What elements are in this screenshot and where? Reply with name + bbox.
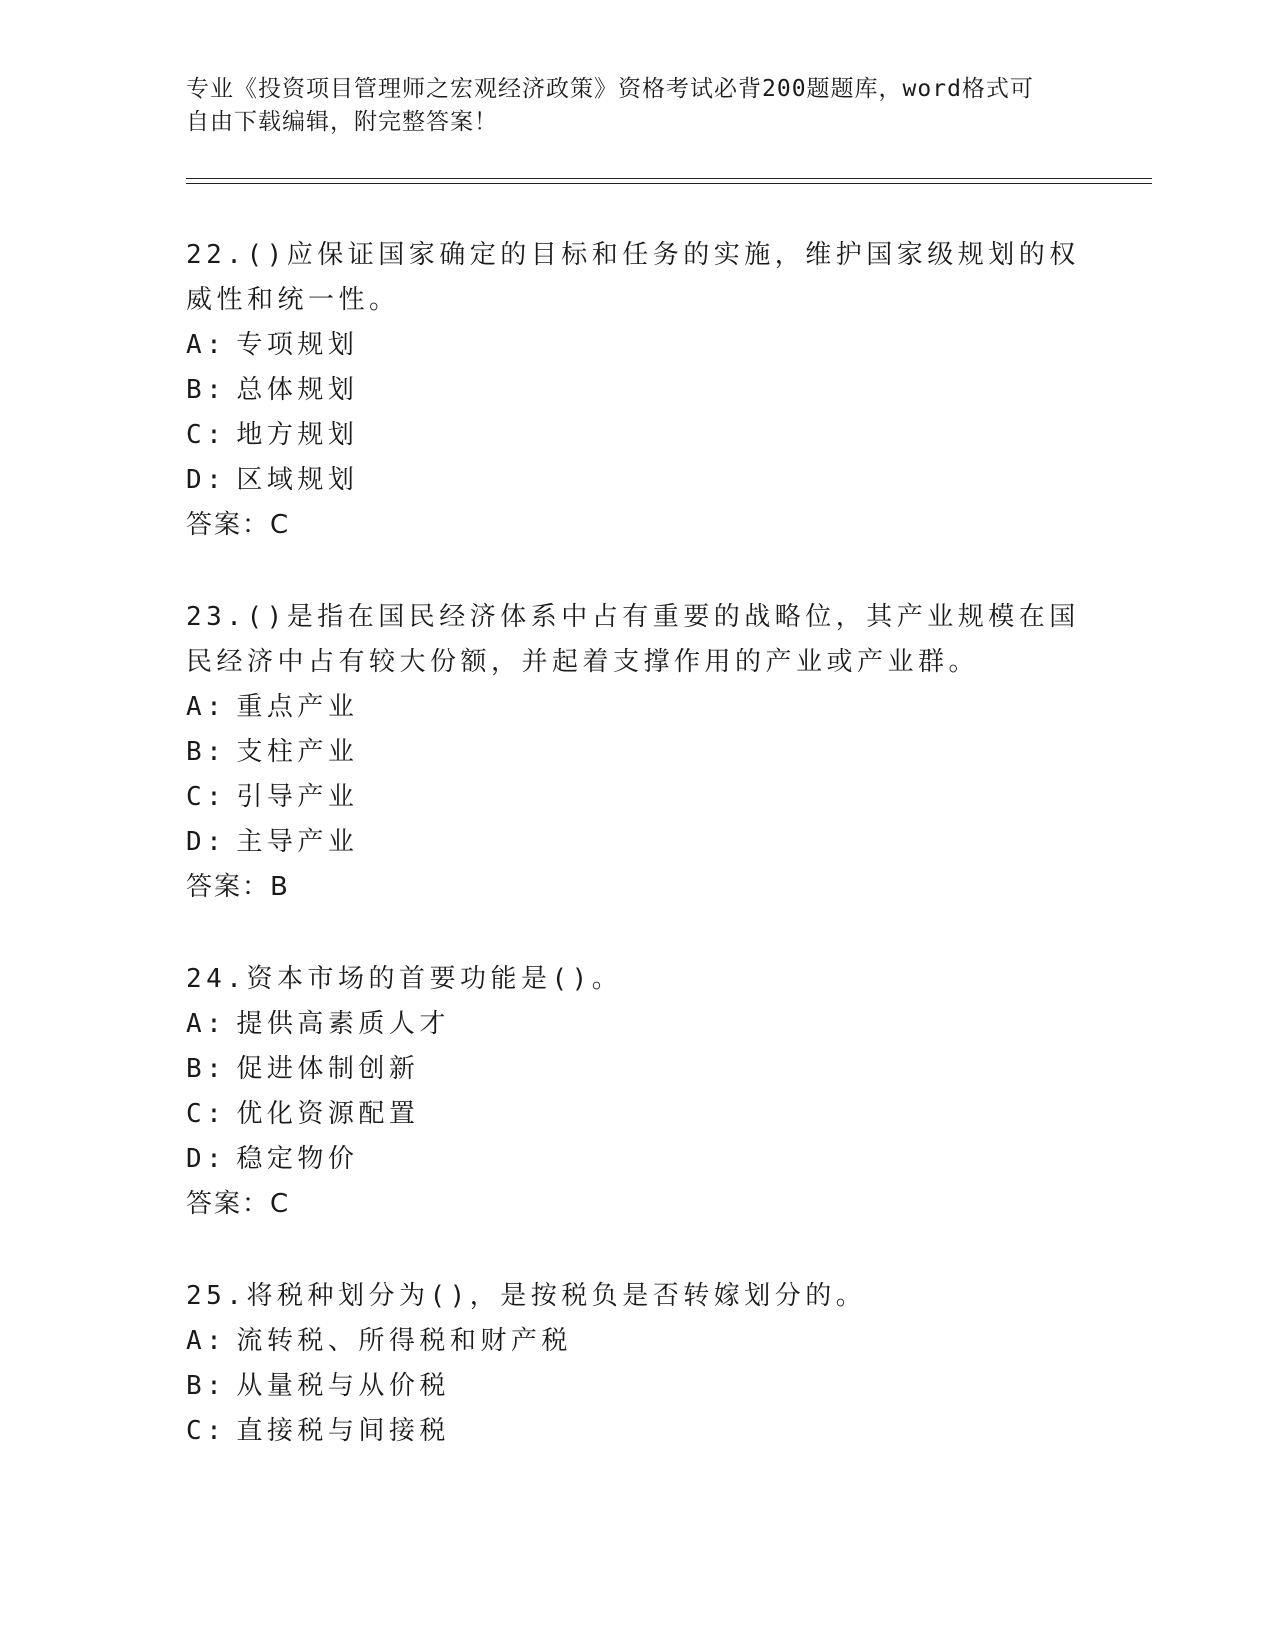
question-25 (186, 1274, 1086, 1454)
option-key: C: (186, 1099, 227, 1129)
header-line-2: 自由下载编辑，附完整答案！ (186, 109, 498, 135)
option-key: D: (186, 827, 227, 857)
question-22 (186, 233, 1086, 548)
option-b (186, 1364, 1086, 1409)
question-stem: 22.()应保证国家确定的目标和任务的实施，维护国家级规划的权威性和统一性。 (186, 240, 1080, 315)
option-a (186, 323, 1086, 368)
option-key: C: (186, 420, 227, 450)
question-stem: 24.资本市场的首要功能是()。 (186, 964, 623, 994)
option-text: 支柱产业 (236, 737, 359, 767)
option-d (186, 820, 1086, 865)
answer-line: 答案：B (186, 872, 290, 902)
option-text: 专项规划 (236, 330, 359, 360)
option-c (186, 775, 1086, 820)
question-stem: 23.()是指在国民经济体系中占有重要的战略位，其产业规模在国民经济中占有较大份额，并起着支撑作用的产业或产业群。 (186, 602, 1080, 677)
option-text: 重点产业 (236, 692, 359, 722)
option-c (186, 413, 1086, 458)
option-key: C: (186, 1416, 227, 1446)
question-23 (186, 595, 1086, 910)
option-c (186, 1092, 1086, 1137)
option-a (186, 685, 1086, 730)
option-text: 提供高素质人才 (236, 1009, 450, 1039)
question-24 (186, 957, 1086, 1227)
header-line-1: 专业《投资项目管理师之宏观经济政策》资格考试必背200题题库，word格式可 (186, 76, 1034, 102)
option-text: 地方规划 (236, 420, 359, 450)
header-divider (186, 178, 1152, 184)
option-d (186, 458, 1086, 503)
option-key: A: (186, 1326, 227, 1356)
answer-line: 答案：C (186, 1189, 291, 1219)
option-text: 流转税、所得税和财产税 (236, 1326, 572, 1356)
answer-line: 答案：C (186, 510, 291, 540)
document-header (186, 73, 1066, 139)
option-b (186, 730, 1086, 775)
option-text: 从量税与从价税 (236, 1371, 450, 1401)
option-text: 稳定物价 (236, 1144, 359, 1174)
option-key: A: (186, 330, 227, 360)
option-b (186, 1047, 1086, 1092)
option-text: 总体规划 (236, 375, 359, 405)
option-text: 促进体制创新 (236, 1054, 420, 1084)
option-key: B: (186, 737, 227, 767)
option-key: C: (186, 782, 227, 812)
option-key: B: (186, 1371, 227, 1401)
option-d (186, 1137, 1086, 1182)
option-text: 主导产业 (236, 827, 359, 857)
question-list (186, 233, 1086, 1501)
option-key: D: (186, 1144, 227, 1174)
option-key: B: (186, 1054, 227, 1084)
option-c (186, 1409, 1086, 1454)
option-a (186, 1319, 1086, 1364)
option-a (186, 1002, 1086, 1047)
option-text: 直接税与间接税 (236, 1416, 450, 1446)
option-key: A: (186, 1009, 227, 1039)
option-b (186, 368, 1086, 413)
option-text: 优化资源配置 (236, 1099, 420, 1129)
option-key: B: (186, 375, 227, 405)
option-text: 区域规划 (236, 465, 359, 495)
option-text: 引导产业 (236, 782, 359, 812)
option-key: A: (186, 692, 227, 722)
question-stem: 25.将税种划分为()，是按税负是否转嫁划分的。 (186, 1281, 867, 1311)
option-key: D: (186, 465, 227, 495)
